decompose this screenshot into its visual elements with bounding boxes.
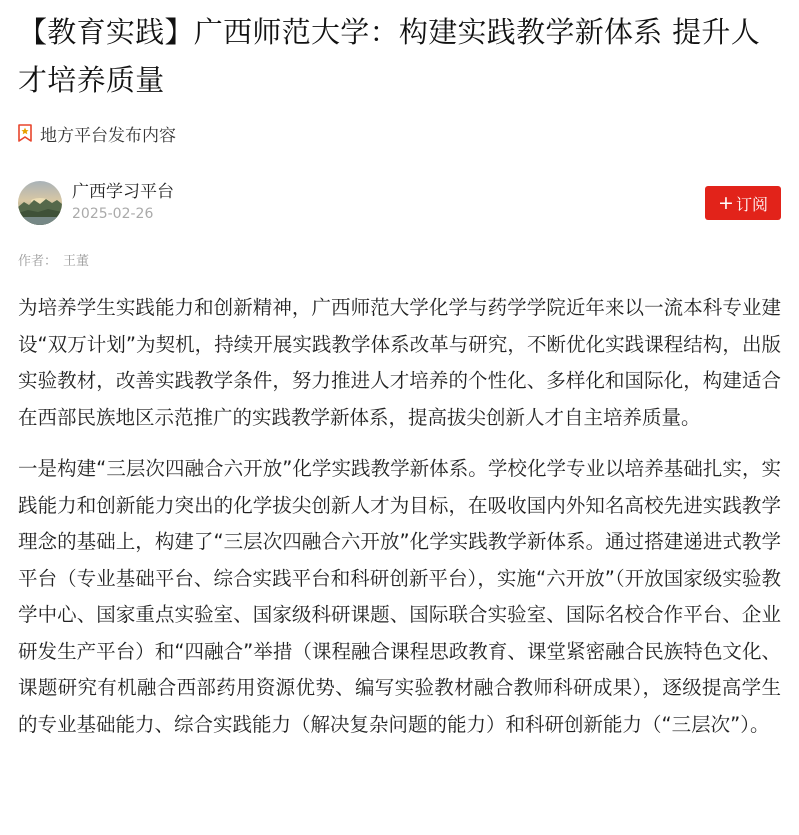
article-paragraph: 为培养学生实践能力和创新精神，广西师范大学化学与药学学院近年来以一流本科专业建设“双万计划”为契机，持续开展实践教学体系改革与研究，不断优化实践课程结构，出版实验教材，改善实践教学条件，努力推进人才培养的个性化、多样化和国际化，构建适合在西部民族地区示范推广的实践教学新体系，提高拔尖创新人才自主培养质量。 <box>18 296 781 429</box>
article-title: 【教育实践】广西师范大学：构建实践教学新体系 提升人才培养质量 <box>18 15 761 97</box>
article-paragraph: 一是构建“三层次四融合六开放”化学实践教学新体系。学校化学专业以培养基础扎实，实践能力和创新能力突出的化学拔尖创新人才为目标，在吸收国内外知名高校先进实践教学理念的基础上，构建了“三层次四融合六开放”化学实践教学新体系。通过搭建递进式教学平台（专业基础平台、综合实践平台和科研创新平台），实施“六开放”（开放国家级实验教学中心、国家重点实验室、国家级科研课题、国际联合实验室、国际名校合作平台、企业研发生产平台）和“四融合”举措（课程融合课程思政教育、课堂紧密融合民族特色文化、课题研究有机融合西部药用资源优势、编写实验教材融合教师科研成果），逐级提高学生的专业基础能力、综合实践能力（解决复杂问题的能力）和科研创新能力（“三层次”）。 <box>18 457 781 736</box>
source-row <box>18 122 781 144</box>
publish-date: 2025-02-26 <box>72 206 154 222</box>
author-row <box>18 180 781 226</box>
plus-icon: + <box>718 191 734 214</box>
byline-label: 作者： <box>18 254 58 269</box>
subscribe-label: 订阅 <box>735 194 768 214</box>
source-label: 地方平台发布内容 <box>40 125 176 146</box>
bookmark-star-icon <box>18 124 32 142</box>
author-meta <box>72 181 174 225</box>
author-name[interactable]: 广西学习平台 <box>72 182 174 202</box>
subscribe-button[interactable] <box>705 186 781 220</box>
article-body <box>18 290 781 743</box>
byline <box>18 250 781 270</box>
byline-value: 王董 <box>63 254 90 269</box>
landscape-avatar-icon[interactable] <box>18 181 62 225</box>
